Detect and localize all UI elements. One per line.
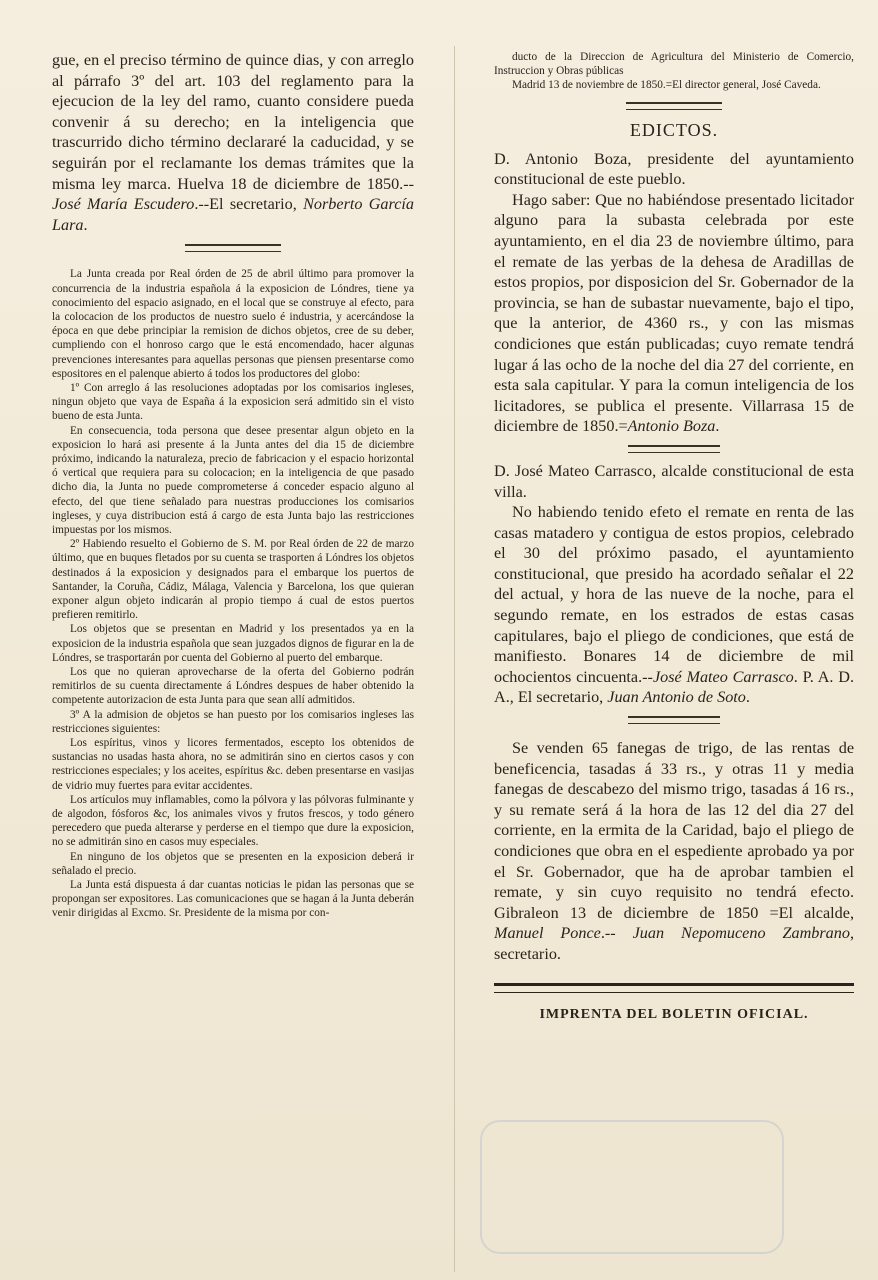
junta-paragraph: 2º Habiendo resuelto el Gobierno de S. M. por Real órden de 22 de marzo último, que en buques fletados por su cuenta se trasporten á Lóndres los objetos destinados á la exposicion y designados para el embarque los puertos de Santander, la Coruña, Cádiz, Málaga, Valencia y Barcelona, los que quieran exponer algun objeto indicarán al propio tiempo á cual de estos puertos prefieren remitirlo. — [52, 538, 414, 622]
junta-paragraph: Los espíritus, vinos y licores fermentados, escepto los obtenidos de sustancias no usadas hasta ahora, no se admitirán sino en ciertos casos y con restricciones especiales; y los aceites, espíritus &c. deben presentarse en vasijas de vidrio muy fuertes para evitar accidentes. — [52, 737, 414, 792]
edict2-text: No habiendo tenido efeto el remate en renta de las casas matadero y contigua de estos propios, celebrado el 30 del próximo pasado, el ayuntamiento constitucional, que presido ha acordado señalar el 22 del actual, y hora de las nueve de la noche, para el segundo remate, en los estrados de estas casas capitulares, bajo el pliego de condiciones, que está de manifiesto. Bonares 14 de diciembre de mil ochocientos cincuenta.-- — [494, 503, 854, 686]
carry-over-secretary: Norberto García Lara — [52, 195, 414, 234]
right-column — [494, 50, 854, 1268]
junta-paragraph: En ninguno de los objetos que se presenten en la exposicion deberá ir señalado el precio. — [52, 850, 414, 877]
carry-over-text: gue, en el preciso término de quince dias, y con arreglo al párrafo 3º del art. 103 del reglamento para la ejecucion de la ley del ramo, cuanto considere pueda convenir á su derecho; en la inteligencia que trascurrido dicho término declararé la caducidad, y se seguirán por el reclamante los demas trámites que la misma ley marca. Huelva 18 de diciembre de 1850.-- — [52, 51, 414, 193]
edict2-end: . — [745, 688, 750, 707]
junta-paragraph: La Junta creada por Real órden de 25 de abril último para promover la concurrencia de la industria española á la exposicion de Lóndres, tiene ya conocimiento del espacio asignado, en el local que se construye al efecto, para la colocacion de los productos de nuestro suelo é industria, y acercándose la época en que debe principiar la remision de dichos objetos, cree de su deber, cumpliendo con el honroso cargo que le está encomendado, hacer algunas prevenciones interesantes para aquellas personas que piensen presentarse como espositores en el palenque abierto á todos los productores del globo: — [52, 268, 414, 380]
edict3-signer: Manuel Ponce — [494, 924, 601, 943]
edict2-middle: . P. A. D. A., El secretario, — [494, 667, 854, 707]
edict1-end: . — [715, 417, 720, 436]
section-ornament — [628, 445, 720, 453]
section-ornament — [628, 716, 720, 724]
right-carry-over-signature: Madrid 13 de noviembre de 1850.=El director general, José Caveda. — [512, 79, 821, 92]
edict1-heading: D. Antonio Boza, presidente del ayuntamiento constitucional de este pueblo. — [494, 149, 854, 189]
section-ornament — [185, 244, 281, 252]
junta-paragraph: Los que no quieran aprovecharse de la oferta del Gobierno podrán remitirlos de su cuenta directamente á Lóndres despues de haber obtenido la competente autorizacion de esta Junta para que sean allí admitidos. — [52, 666, 414, 707]
section-ornament — [626, 102, 722, 110]
edict2-signer: José Mateo Carrasco — [652, 667, 794, 686]
printer-imprint: IMPRENTA DEL BOLETIN OFICIAL. — [539, 1006, 809, 1022]
junta-paragraph: 1º Con arreglo á las resoluciones adoptadas por los comisarios ingleses, ningun objeto que vaya de España á la exposicion será admitido sin el visto bueno de esta Junta. — [52, 381, 414, 423]
edict3-secretary: Juan Nepomuceno Zambrano — [632, 924, 850, 943]
carry-over-paragraph — [52, 50, 414, 235]
junta-paragraph: Los artículos muy inflamables, como la pólvora y las pólvoras fulminante y de algodon, fósforos &c, los animales vivos y frutos frescos, y todo género perecedero que pueda alterarse y perderse en el tiempo que dure la exposicion, no se admitirán sino en casos muy especiales. — [52, 793, 414, 849]
edict1-text: Hago saber: Que no habiéndose presentado licitador alguno para la subasta celebrada por este ayuntamiento, en el dia 23 de noviembre último, para el remate de las yerbas de la dehesa de Aradillas de estos propios, por disposicion del Sr. Gobernador de la provincia, se han de subastar nuevamente, bajo el tipo, que la anterior, de 4360 rs., y con las mismas condiciones que están publicadas; cuyo remate tendrá lugar á las ocho de la noche del dia 27 del corriente, en esta sala capitular. Y para la comun inteligencia de los licitadores, se publica el presente. Villarrasa 15 de diciembre de 1850.= — [494, 190, 854, 436]
junta-paragraph: 3º A la admision de objetos se han puesto por los comisarios ingleses las restricciones siguientes: — [52, 708, 414, 735]
edict3-body — [494, 738, 854, 965]
edict2-heading: D. José Mateo Carrasco, alcalde constitucional de esta villa. — [494, 461, 854, 501]
edict1-body — [494, 190, 854, 437]
section-title-edictos: EDICTOS. — [629, 119, 719, 140]
edict3-middle: .-- — [600, 924, 633, 943]
edict3-text: Se venden 65 fanegas de trigo, de las rentas de beneficencia, tasadas á 33 rs., y otras 11 y media fanegas de descabezo del mismo trigo, tasadas á 16 rs., y su remate será á la hora de las 12 del dia 27 del corriente, en la ermita de la Caridad, bajo el pliego de condiciones que obra en el espediente aprobado ya por el Sr. Gobernador, que ha de aprobar tambien el remate, y sin cuyo requisito no tendrá efecto. Gibraleon 13 de diciembre de 1850 =El alcalde, — [494, 739, 854, 922]
carry-over-signer: José María Escudero — [52, 195, 195, 214]
edict2-body — [494, 502, 854, 708]
footer-rule — [494, 983, 854, 993]
column-divider — [454, 46, 455, 1272]
junta-paragraph: Los objetos que se presentan en Madrid y los presentados ya en la exposicion de la industria española que sean juzgados dignos de figurar en la de Lóndres, se trasportarán por cuenta del Gobierno al puerto del embarque. — [52, 623, 414, 664]
edict3-end: , secretario. — [494, 924, 854, 963]
junta-paragraph: La Junta está dispuesta á dar cuantas noticias le pidan las personas que se propongan ser expositores. Las comunicaciones que se hagan á la Junta deberán venir dirigidas al Excmo. Sr. Presidente de la misma por con- — [52, 879, 414, 920]
right-carry-over: ducto de la Direccion de Agricultura del Ministerio de Comercio, Instruccion y Obras públicas — [494, 51, 854, 78]
left-column — [52, 50, 414, 1268]
edict2-secretary: Juan Antonio de Soto — [607, 688, 746, 707]
edict1-signer: Antonio Boza — [627, 417, 716, 436]
carry-over-after-signer: .--El secretario, — [194, 195, 304, 214]
junta-paragraph: En consecuencia, toda persona que desee presentar algun objeto en la exposicion lo hará asi presente á la Junta antes del dia 15 de diciembre próximo, indicando la naturaleza, precio de fabricacion y el espacio horizontal ó vertical que requiera para su colocacion; en la inteligencia de que pasado dicho dia, la Junta no puede comprometerse á conceder espacio alguno al efecto, del que tiene señalado para nuestras producciones los comisarios ingleses, y cuya distribucion está á cargo de esta Junta bajo las restricciones impuestas por los mismos. — [52, 424, 414, 536]
carry-over-end: . — [83, 215, 88, 234]
